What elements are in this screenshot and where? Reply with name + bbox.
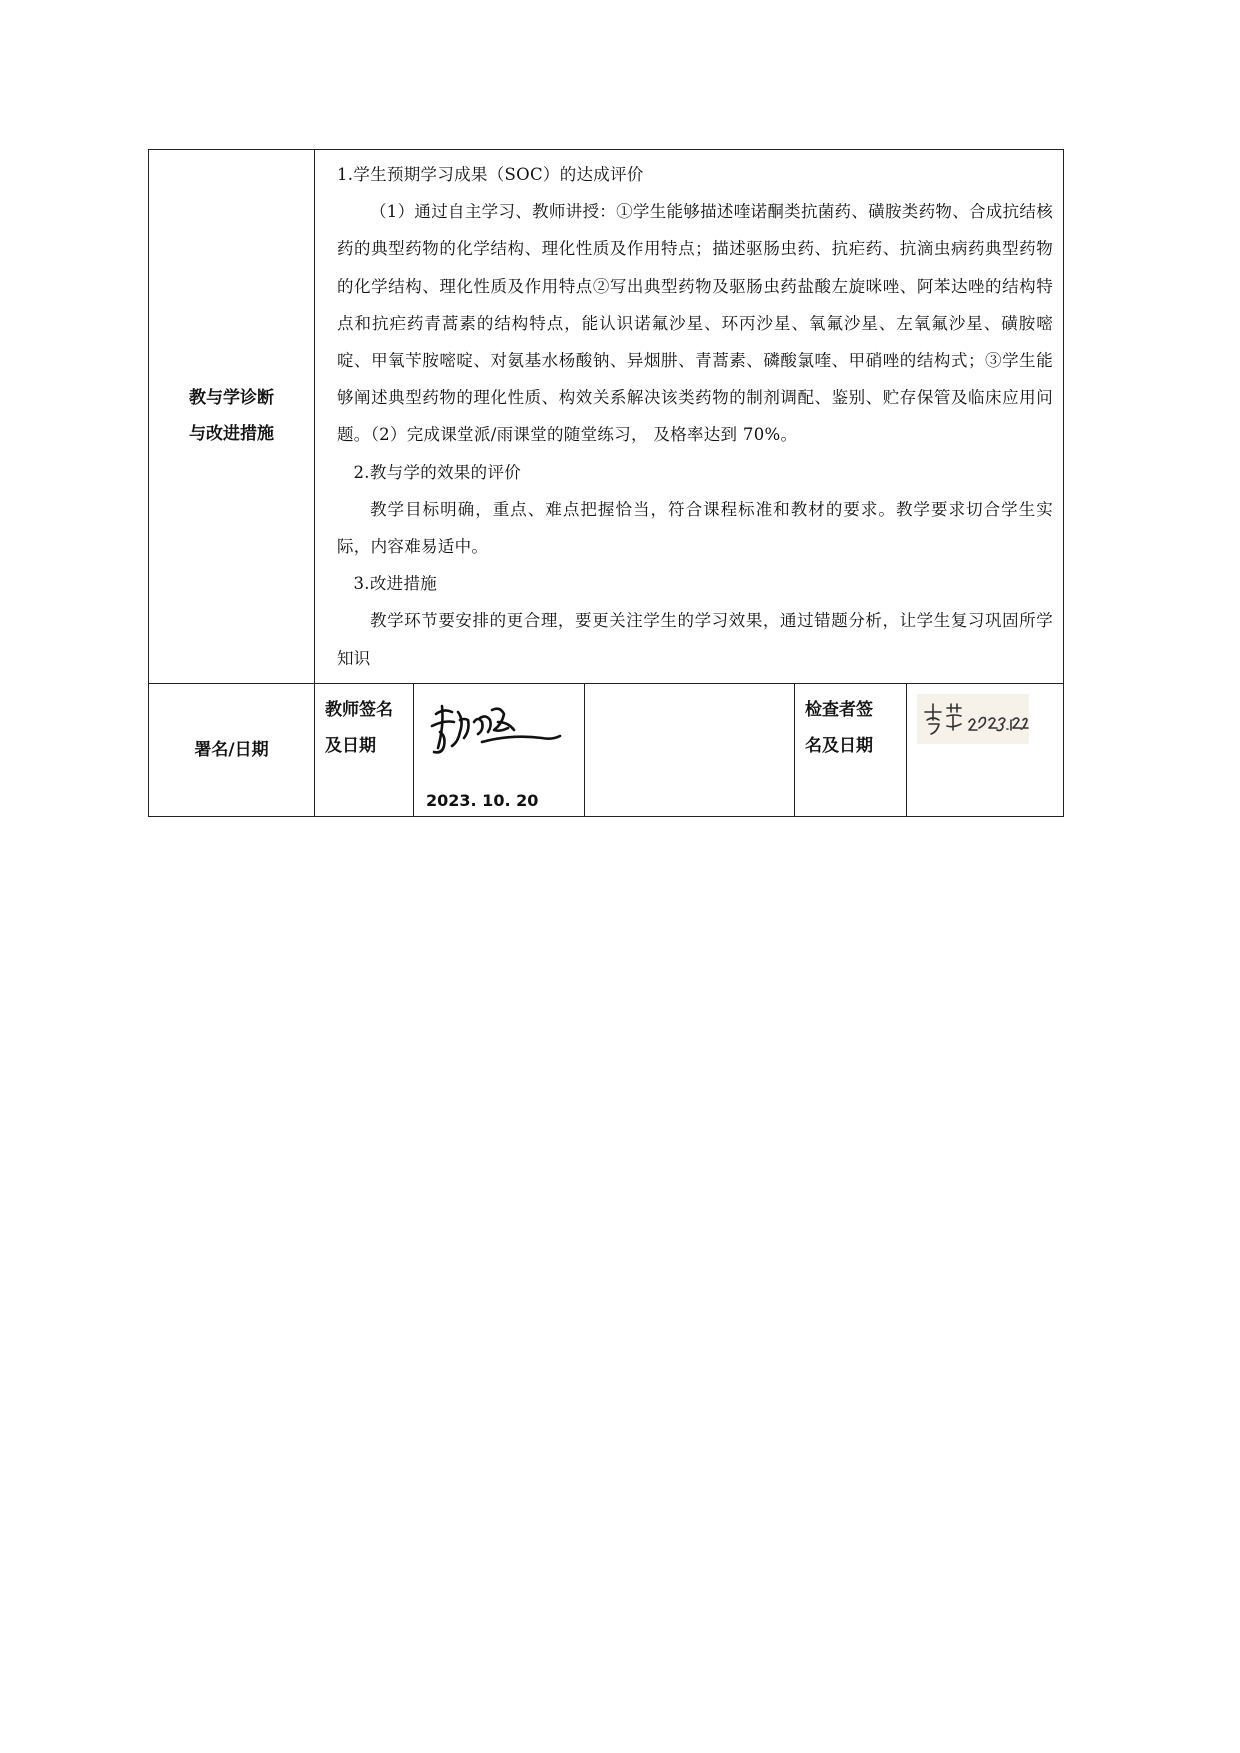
effect-heading: 2.教与学的效果的评价 — [353, 462, 522, 482]
checker-signature-image — [917, 694, 1029, 744]
teacher-date: 2023. 10. 20 — [426, 790, 539, 810]
empty-cell — [585, 683, 795, 816]
teacher-signature-cell — [414, 683, 585, 816]
checker-sign-label — [795, 683, 907, 816]
signature-date-label: 署名/日期 — [149, 683, 315, 816]
checker-sign-label-line1: 检查者签 — [805, 699, 873, 720]
teacher-sign-label-line2: 及日期 — [325, 735, 376, 756]
diagnosis-row — [149, 150, 1064, 684]
teacher-sign-label-line1: 教师签名 — [325, 699, 393, 720]
teacher-signature-image — [422, 692, 572, 772]
diagnosis-label-line2: 与改进措施 — [189, 424, 274, 445]
checker-signature-cell — [907, 683, 1064, 816]
signature-row — [149, 683, 1064, 816]
improvement-heading: 3.改进措施 — [353, 574, 438, 594]
teacher-sign-label — [315, 683, 414, 816]
diagnosis-content — [315, 150, 1064, 684]
diagnosis-label — [149, 150, 315, 684]
improvement-paragraph: 教学环节要安排的更合理，要更关注学生的学习效果，通过错题分析，让学生复习巩固所学知识 — [337, 611, 1054, 668]
soc-paragraph: （1）通过自主学习、教师讲授：①学生能够描述喹诺酮类抗菌药、磺胺类药物、合成抗结核药的典型药物的化学结构、理化性质及作用特点；描述驱肠虫药、抗疟药、抗滴虫病药典型药物的化学结构、理化性质及作用特点②写出典型药物及驱肠虫药盐酸左旋咪唑、阿苯达唑的结构特点和抗疟药青蒿素的结构特点，能认识诺氟沙星、环丙沙星、氧氟沙星、左氧氟沙星、磺胺嘧啶、甲氧苄胺嘧啶、对氨基水杨酸钠、异烟肼、青蒿素、磷酸氯喹、甲硝唑的结构式；③学生能够阐述典型药物的理化性质、构效关系解决该类药物的制剂调配、鉴别、贮存保管及临床应用问题。（2）完成课堂派/雨课堂的随堂练习， 及格率达到 70%。 — [337, 202, 1054, 445]
diagnosis-label-line1: 教与学诊断 — [189, 388, 274, 409]
checker-sign-label-line2: 名及日期 — [805, 735, 873, 756]
evaluation-table — [148, 149, 1064, 817]
soc-heading: 1.学生预期学习成果（SOC）的达成评价 — [337, 165, 644, 184]
effect-paragraph: 教学目标明确，重点、难点把握恰当，符合课程标准和教材的要求。教学要求切合学生实际，内容难易适中。 — [337, 499, 1054, 557]
